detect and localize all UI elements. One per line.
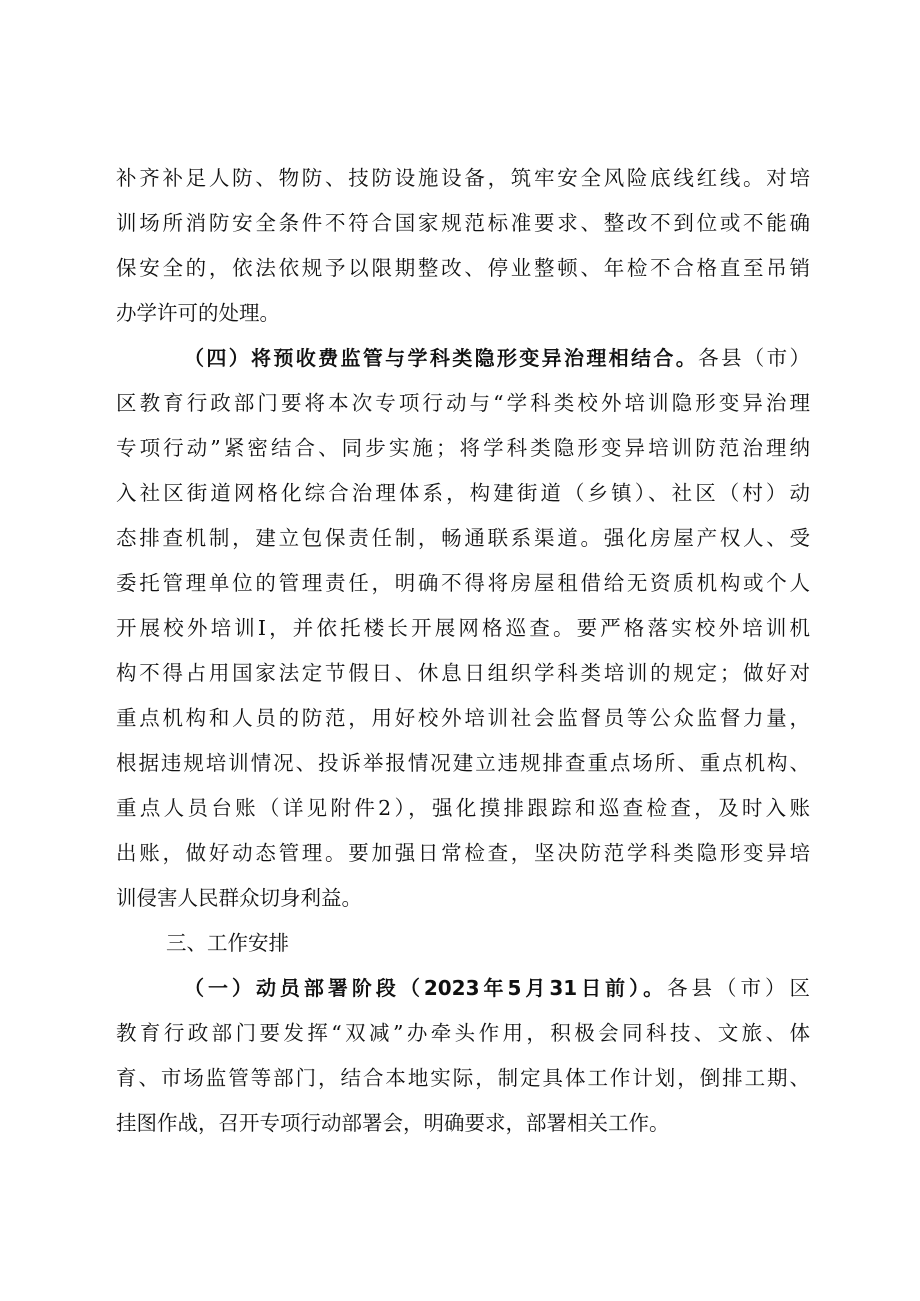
body-line: 训侵害人民群众切身利益。	[116, 886, 362, 910]
body-line: 委托管理单位的管理责任，明确不得将房屋租借给无资质机构或个人	[116, 571, 810, 595]
body-line: 区教育行政部门要将本次专项行动与“学科类校外培训隐形变异治理	[116, 391, 810, 415]
body-line: 出账，做好动态管理。要加强日常检查，坚决防范学科类隐形变异培	[116, 841, 810, 865]
body-line: 根据违规培训情况、投诉举报情况建立违规排查重点场所、重点机构、	[116, 751, 810, 775]
body-line: 构不得占用国家法定节假日、休息日组织学科类培训的规定；做好对	[116, 661, 810, 685]
paragraph-four-lead: 各县（市）	[698, 346, 811, 370]
body-line: 补齐补足人防、物防、技防设施设备，筑牢安全风险底线红线。对培	[116, 166, 810, 190]
phase-one-first-line	[184, 968, 810, 1008]
body-line: 办学许可的处理。	[116, 301, 280, 325]
body-line: 教育行政部门要发挥“双减”办牵头作用，积极会同科技、文旅、体	[116, 1021, 810, 1045]
paragraph-four-first-line	[184, 338, 810, 378]
body-line: 训场所消防安全条件不符合国家规范标准要求、整改不到位或不能确	[116, 211, 810, 235]
body-line: 重点机构和人员的防范，用好校外培训社会监督员等公众监督力量，	[116, 706, 810, 730]
body-line: 态排查机制，建立包保责任制，畅通联系渠道。强化房屋产权人、受	[116, 526, 810, 550]
phase-one-heading: （一）动员部署阶段（2023年5月31日前）。	[184, 976, 668, 1000]
body-line: 入社区街道网格化综合治理体系，构建街道（乡镇）、社区（村）动	[116, 481, 810, 505]
body-line: 挂图作战，召开专项行动部署会，明确要求，部署相关工作。	[116, 1111, 670, 1135]
phase-one-lead: 各县（市）区	[667, 976, 810, 1000]
body-line: 保安全的，依法依规予以限期整改、停业整顿、年检不合格直至吊销	[116, 256, 810, 280]
body-line: 专项行动”紧密结合、同步实施；将学科类隐形变异培训防范治理纳	[116, 436, 810, 460]
body-line: 重点人员台账（详见附件2），强化摸排跟踪和巡查检查，及时入账	[116, 796, 810, 820]
paragraph-four-heading: （四）将预收费监管与学科类隐形变异治理相结合。	[184, 346, 699, 370]
section-three-heading: 三、工作安排	[166, 931, 289, 955]
body-line: 育、市场监管等部门，结合本地实际，制定具体工作计划，倒排工期、	[116, 1066, 810, 1090]
body-line: 开展校外培训I，并依托楼长开展网格巡查。要严格落实校外培训机	[116, 616, 810, 640]
